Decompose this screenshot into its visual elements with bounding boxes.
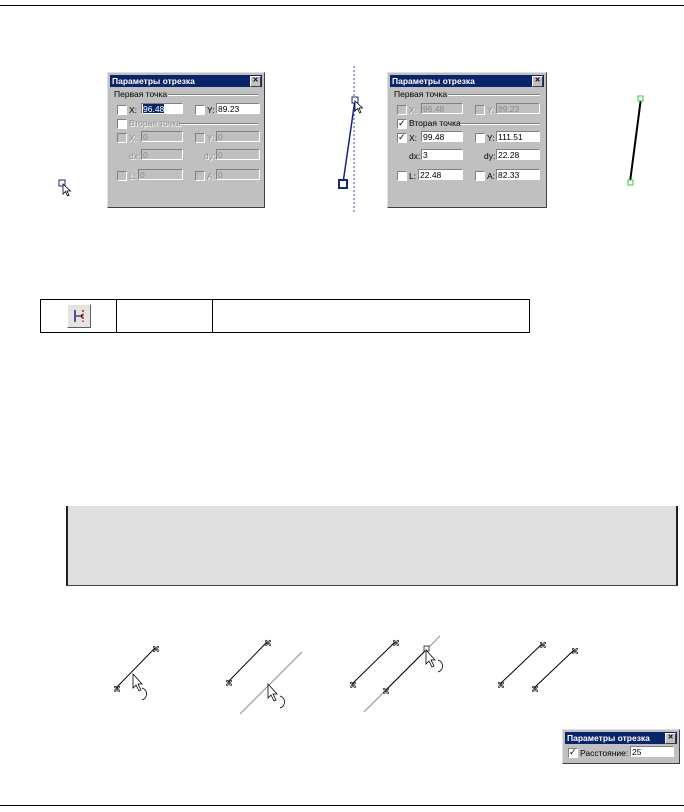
dx-field[interactable]: 3 bbox=[421, 149, 463, 160]
x-field[interactable]: 96.48 bbox=[141, 103, 183, 114]
parallel-segment-tool-button[interactable] bbox=[67, 304, 91, 328]
svg-text:⌘: ⌘ bbox=[497, 681, 505, 690]
l-checkbox[interactable] bbox=[397, 171, 407, 181]
svg-text:⌘: ⌘ bbox=[392, 639, 400, 648]
l-label: L: bbox=[409, 171, 417, 181]
y2-field: 0 bbox=[216, 131, 260, 142]
dialog-title: Параметры отрезка ✕ bbox=[110, 75, 262, 87]
distance-field[interactable]: 25 bbox=[630, 746, 674, 757]
x-checkbox bbox=[397, 105, 407, 115]
parallel-step-2-drawing bbox=[222, 636, 306, 716]
a-checkbox[interactable] bbox=[475, 171, 485, 181]
y-field: 89.23 bbox=[496, 103, 540, 114]
dialog-title: Параметры отрезка ✕ bbox=[390, 75, 544, 87]
svg-text:⌘: ⌘ bbox=[539, 641, 547, 650]
svg-text:⌘: ⌘ bbox=[225, 679, 233, 688]
divider bbox=[168, 94, 258, 96]
svg-text:⌘: ⌘ bbox=[152, 645, 160, 654]
close-icon[interactable]: ✕ bbox=[532, 76, 543, 87]
second-point-checkbox[interactable] bbox=[117, 119, 127, 129]
parallel-step-1-drawing bbox=[108, 642, 168, 706]
x2-label: X: bbox=[129, 133, 138, 143]
dx-label: dx: bbox=[409, 151, 421, 161]
dx-field: 0 bbox=[141, 149, 183, 160]
parallel-step-4-drawing bbox=[494, 638, 584, 694]
bottom-rule bbox=[0, 805, 684, 806]
x2-checkbox[interactable]: ✓ bbox=[398, 132, 406, 142]
x-label: X: bbox=[129, 105, 138, 115]
svg-text:⌘: ⌘ bbox=[264, 639, 272, 648]
x-field: 96.48 bbox=[421, 103, 463, 114]
a-field[interactable]: 82.33 bbox=[496, 169, 540, 180]
distance-checkbox[interactable]: ✓ bbox=[569, 747, 577, 757]
y2-checkbox[interactable] bbox=[475, 133, 485, 143]
second-point-checkbox[interactable]: ✓ bbox=[398, 118, 406, 128]
divider bbox=[448, 94, 540, 96]
table-cell-name bbox=[117, 300, 213, 332]
x-checkbox[interactable] bbox=[117, 105, 127, 115]
tool-description-table bbox=[40, 299, 530, 333]
a-label: A: bbox=[487, 171, 496, 181]
y2-label: Y: bbox=[207, 133, 215, 143]
first-point-label: Первая точка bbox=[394, 89, 448, 99]
a-field: 0 bbox=[216, 169, 260, 180]
segment-drawing-preview bbox=[330, 66, 370, 212]
y-checkbox[interactable] bbox=[195, 105, 205, 115]
x2-label: X: bbox=[409, 133, 418, 143]
table-cell-description bbox=[213, 300, 529, 332]
dy-field: 0 bbox=[216, 149, 260, 160]
x2-field: 0 bbox=[141, 131, 183, 142]
parallel-segment-icon bbox=[71, 308, 87, 324]
a-checkbox bbox=[195, 171, 205, 181]
close-icon[interactable]: ✕ bbox=[250, 76, 261, 87]
svg-text:⌘: ⌘ bbox=[571, 647, 579, 656]
completed-segment-drawing bbox=[620, 94, 650, 190]
dx-label: dx: bbox=[129, 151, 141, 161]
y2-checkbox bbox=[195, 133, 205, 143]
a-label: A: bbox=[207, 171, 216, 181]
divider bbox=[460, 123, 540, 125]
segment-params-dialog-2 bbox=[387, 72, 547, 208]
y-label: Y: bbox=[487, 105, 495, 115]
top-rule bbox=[0, 5, 684, 6]
x-label: X: bbox=[409, 105, 418, 115]
l-checkbox bbox=[117, 171, 127, 181]
note-box bbox=[66, 506, 678, 586]
second-point-label: Вторая точка bbox=[129, 118, 181, 128]
close-icon[interactable]: ✕ bbox=[665, 733, 676, 744]
x2-field[interactable]: 99.48 bbox=[421, 131, 463, 142]
y2-field[interactable]: 111.51 bbox=[496, 131, 540, 142]
y-field[interactable]: 89.23 bbox=[216, 103, 260, 114]
dy-label: dy: bbox=[484, 151, 496, 161]
segment-params-dialog-1 bbox=[107, 72, 265, 208]
y-label: Y: bbox=[207, 105, 215, 115]
distance-label: Расстояние: bbox=[580, 748, 629, 758]
table-cell-icon bbox=[41, 300, 117, 332]
segment-params-dialog-distance bbox=[562, 729, 680, 764]
divider bbox=[180, 123, 258, 125]
l-field: 0 bbox=[138, 169, 183, 180]
first-point-label: Первая точка bbox=[114, 89, 168, 99]
svg-text:⌘: ⌘ bbox=[382, 687, 390, 696]
svg-text:⌘: ⌘ bbox=[349, 681, 357, 690]
l-field[interactable]: 22.48 bbox=[418, 169, 463, 180]
svg-text:⌘: ⌘ bbox=[113, 685, 121, 694]
x2-checkbox bbox=[117, 133, 127, 143]
y2-label: Y: bbox=[487, 133, 495, 143]
second-point-label: Вторая точка bbox=[409, 118, 461, 128]
l-label: L: bbox=[129, 171, 137, 181]
dy-label: dy: bbox=[204, 151, 216, 161]
y-checkbox bbox=[475, 105, 485, 115]
parallel-step-3-drawing bbox=[344, 634, 444, 714]
svg-text:⌘: ⌘ bbox=[531, 685, 539, 694]
point-cursor-icon bbox=[58, 179, 74, 199]
dialog-title: Параметры отрезка ✕ bbox=[565, 732, 677, 744]
dy-field[interactable]: 22.28 bbox=[496, 149, 540, 160]
